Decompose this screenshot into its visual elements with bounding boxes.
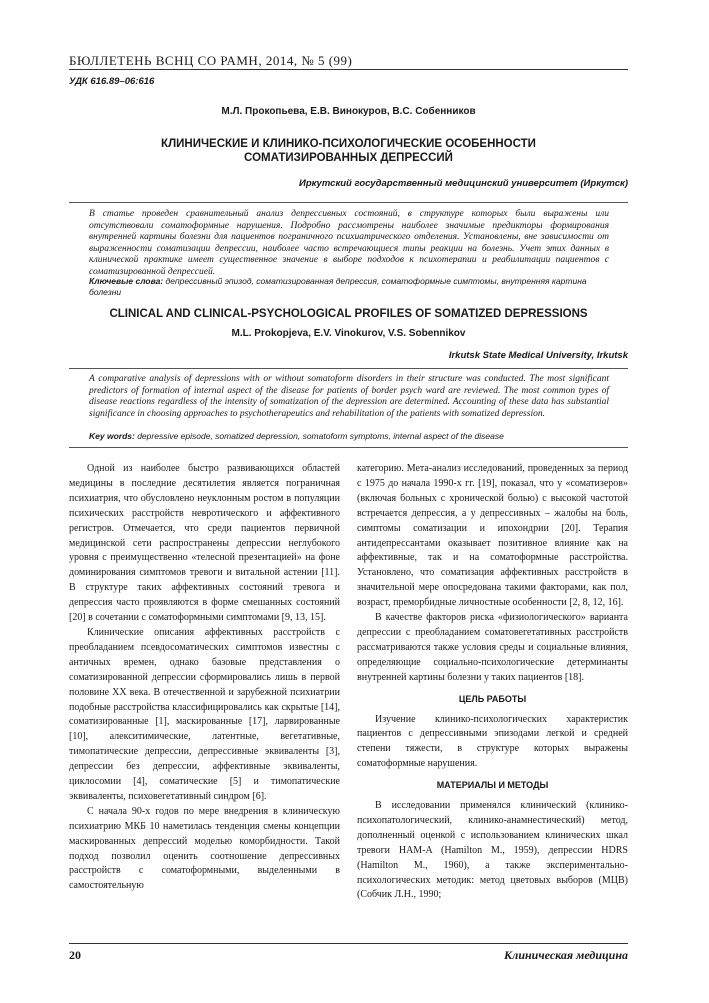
title-ru-line2: СОМАТИЗИРОВАННЫХ ДЕПРЕССИЙ	[244, 152, 453, 164]
footer-journal-name: Клиническая медицина	[504, 948, 628, 962]
keywords-ru	[89, 276, 609, 298]
journal-header: БЮЛЛЕТЕНЬ ВСНЦ СО РАМН, 2014, № 5 (99)	[69, 53, 353, 68]
keywords-en-label: Key words:	[89, 431, 135, 441]
abstract-en-top-rule	[69, 368, 628, 369]
section-heading-goal: ЦЕЛЬ РАБОТЫ	[458, 693, 527, 704]
keywords-en	[89, 431, 609, 442]
affiliation-en: Irkutsk State Medical University, Irkutsk	[448, 350, 628, 361]
paragraph: категорию. Мета-анализ исследований, проведенных за период с 1975 до начала 1990-х гг. [19], показал, что у «соматизеров» (включая больных с хронической болью) с высокой частотой встречается депрессия, а у депрессивных – жалобы на боль, симптомы соматизации и ипохондрии [20]. Терапия антидепрессантами оказывает позитивное влияние как на аффективные, так и на соматоформные расстройства. Установлено, что соматизация аффективных расстройств в значительной мере опосредована такими факторами, как пол, возраст, преморбидные личностные особенности [2, 8, 12, 16].	[357, 463, 628, 609]
title-ru	[69, 137, 628, 165]
abstract-ru-top-rule	[69, 202, 628, 203]
paragraph: С начала 90-х годов по мере внедрения в клиническую психиатрию МКБ 10 наметилась тенденция смены концепции маскированных депрессий моделью коморбидности. Такой подход позволил оценить соотношение депрессивных расстройств с соматоформными, выделенными в самостоятельную	[69, 805, 340, 892]
body-column-right	[357, 462, 628, 903]
paragraph: В исследовании применялся клинический (клинико-психопатологический, клинико-анамнестический) метод, дополненный оценкой с использованием клинических шкал тревоги HAM-A (Hamilton M., 1959), депрессии HDRS (Hamilton M., 1960), а также экспериментально-психологических методик: метод цветовых выборов (МЦВ) (Собчик Л.Н., 1990;	[357, 800, 628, 901]
abstract-en-bottom-rule	[69, 447, 628, 448]
page-number: 20	[69, 948, 81, 962]
paragraph: Изучение клинико-психологических характеристик пациентов с депрессивными эпизодами легкой и средней степени тяжести, в структуре которых выражены соматоформные нарушения.	[357, 713, 628, 770]
title-en: CLINICAL AND CLINICAL-PSYCHOLOGICAL PROFILES OF SOMATIZED DEPRESSIONS	[109, 308, 588, 320]
body-column-left	[69, 462, 340, 894]
abstract-ru: В статье проведен сравнительный анализ депрессивных состояний, в структуре которых были выражены или отсутствовали соматоформные нарушения. Подробно рассмотрены наиболее значимые предикторы формирования внутренней картины болезни для пациентов пограничного психиатрического отделения. Установлены, вне зависимости от выраженности соматизации депрессии, наиболее часто встречающиеся типы реакции на болезнь. Учет этих данных в клинической практике имеет существенное значение в выборе подходов к психотерапии и реабилитации пациентов с соматизированной депрессией.	[89, 209, 609, 277]
paragraph: В качестве факторов риска «физиологического» варианта депрессии с преобладанием соматовегетативных расстройств рассматриваются также условия среды и социальные влияния, определяющие социально-психологические детерминанты внутренней картины болезни у таких пациентов [18].	[357, 612, 628, 683]
affiliation-ru: Иркутский государственный медицинский университет (Иркутск)	[298, 178, 628, 189]
authors-ru: М.Л. Прокопьева, Е.В. Винокуров, В.С. Собенников	[221, 106, 476, 117]
keywords-ru-label: Ключевые слова:	[89, 276, 164, 286]
authors-en: M.L. Prokopjeva, E.V. Vinokurov, V.S. Sobennikov	[231, 328, 466, 339]
udk-code: УДК 616.89–06:616	[69, 76, 155, 87]
header-rule	[69, 69, 628, 70]
section-heading-methods: МАТЕРИАЛЫ И МЕТОДЫ	[436, 780, 549, 791]
abstract-en: A comparative analysis of depressions with or without somatoform disorders in their structure was conducted. The most significant predictors of formation of internal aspect of the disease for patients of border psych ward are reviewed. The most common types of disease reactions regardless of the intensity of somatization of the depression are determined. Accounting of these data has substantial significance in choosing approaches to psychotherapeutics and rehabilitation of the patients with somatized depression.	[89, 374, 609, 419]
paragraph: Клинические описания аффективных расстройств с преобладанием псевдосоматических симптомов известны с античных времен, однако базовые представления о соматизированной депрессии сформировались лишь в первой половине XX века. В отечественной и зарубежной психиатрии подобные расстройства классифицировались как скрытые [14], соматизированные [1], маскированные [17], ларвированные [10], алекситимические, латентные, вегетативные, тимопатические депрессии, депрессивные эквиваленты [3], депрессии без депрессии, аффективные эквиваленты, циклосомии [4], соматические [5] и тимопатические эквиваленты, психовегетативный синдром [6].	[69, 626, 340, 802]
footer-rule	[69, 943, 628, 944]
keywords-ru-text: депрессивный эпизод, соматизированная депрессия, соматоформные симптомы, внутренняя картина болезни	[89, 276, 587, 297]
title-ru-line1: КЛИНИЧЕСКИЕ И КЛИНИКО-ПСИХОЛОГИЧЕСКИЕ ОСОБЕННОСТИ	[161, 138, 536, 150]
keywords-en-text: depressive episode, somatized depression, somatoform symptoms, internal aspect of the disease	[137, 431, 504, 441]
paragraph: Одной из наиболее быстро развивающихся областей медицины в последние десятилетия является пограничная психиатрия, что обусловлено неуклонным ростом в популяции психических расстройств невротического и аффективного регистров. Отмечается, что среди пациентов первичной медицинской сети распространены депрессии неглубокого уровня с преимущественно «телесной презентацией» на фоне доминирования симптомов тревоги и витальной астении [11]. В структуре таких аффективных состояний тревога и депрессия часто проявляются в форме смешанных состояний [20] в сочетании с соматоформными симптомами [9, 13, 15].	[69, 463, 340, 624]
